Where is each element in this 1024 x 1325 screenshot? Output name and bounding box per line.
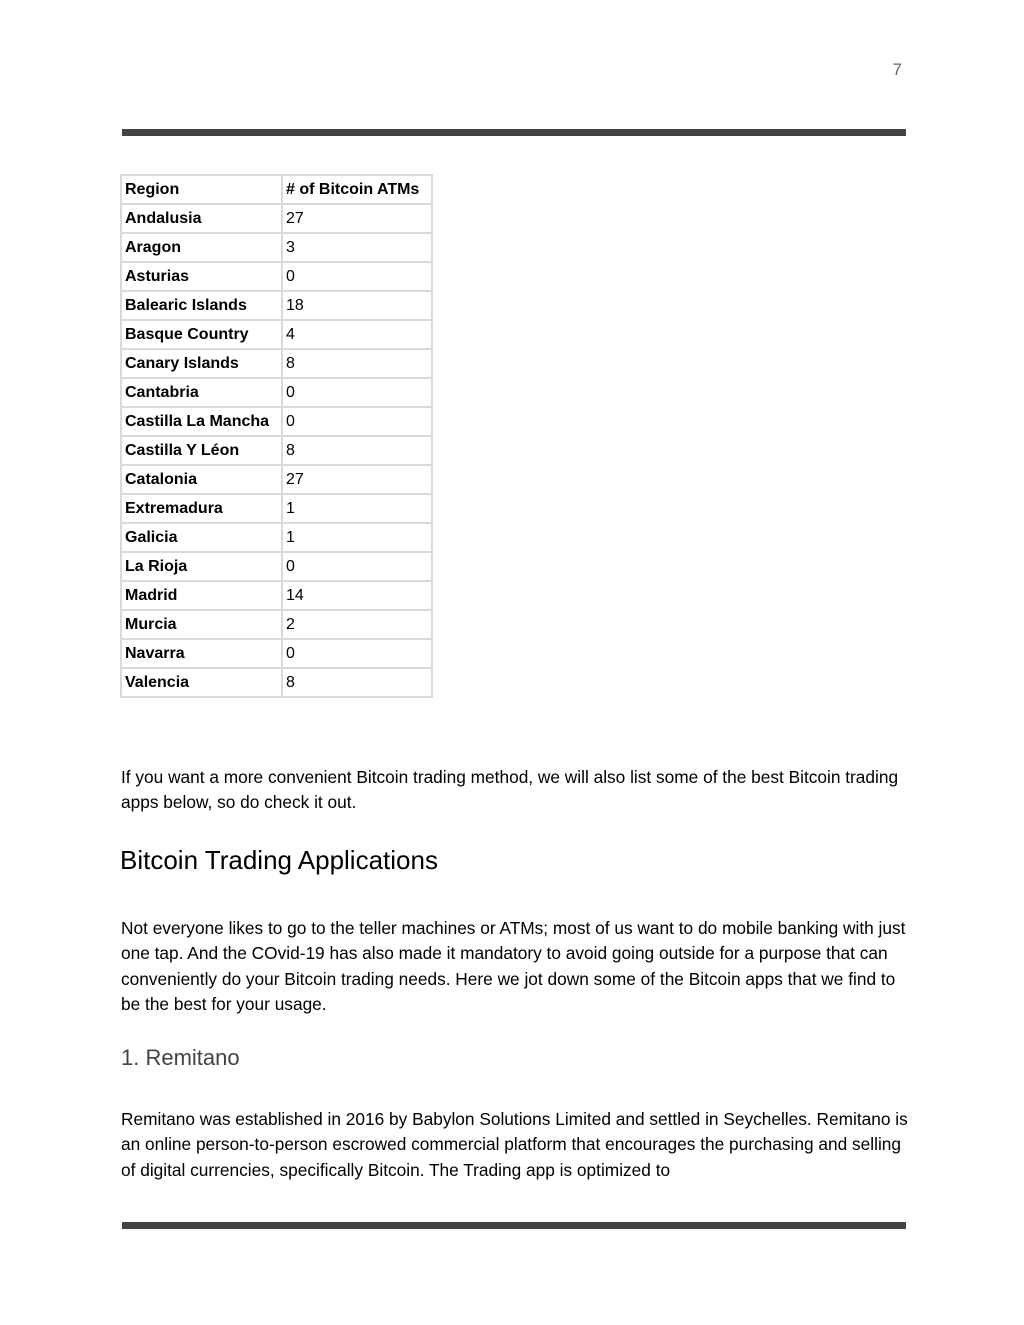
table-row [121, 610, 432, 639]
region-cell: Asturias [121, 262, 282, 291]
region-cell: Cantabria [121, 378, 282, 407]
region-cell: Balearic Islands [121, 291, 282, 320]
atm-count-cell: 1 [282, 523, 432, 552]
atm-count-cell: 18 [282, 291, 432, 320]
table-row [121, 291, 432, 320]
table-row [121, 552, 432, 581]
atm-count-cell: 8 [282, 668, 432, 697]
atm-count-cell: 0 [282, 262, 432, 291]
table-header-row [121, 175, 432, 204]
table-row [121, 639, 432, 668]
atm-count-cell: 3 [282, 233, 432, 262]
section-heading: Bitcoin Trading Applications [120, 845, 438, 875]
table-row [121, 668, 432, 697]
atm-count-cell: 0 [282, 407, 432, 436]
region-cell: La Rioja [121, 552, 282, 581]
table-row [121, 233, 432, 262]
page-number: 7 [892, 60, 902, 79]
atm-count-cell: 2 [282, 610, 432, 639]
atm-count-cell: 0 [282, 639, 432, 668]
table-row [121, 407, 432, 436]
table-row [121, 378, 432, 407]
footer-rule [122, 1222, 906, 1229]
bitcoin-atm-table [120, 174, 433, 698]
remitano-subheading: 1. Remitano [121, 1045, 240, 1070]
region-cell: Basque Country [121, 320, 282, 349]
region-cell: Castilla La Mancha [121, 407, 282, 436]
atm-count-cell: 1 [282, 494, 432, 523]
section-paragraph: Not everyone likes to go to the teller machines or ATMs; most of us want to do mobile banking with just one tap. And the COvid-19 has also made it mandatory to avoid going outside for a purpose that can conveniently do your Bitcoin trading needs. Here we jot down some of the Bitcoin apps that we find to be the best for your usage. [121, 918, 906, 1014]
table-row [121, 262, 432, 291]
table-row [121, 436, 432, 465]
atm-count-cell: 0 [282, 552, 432, 581]
table-row [121, 349, 432, 378]
region-cell: Valencia [121, 668, 282, 697]
region-cell: Castilla Y Léon [121, 436, 282, 465]
table-row [121, 465, 432, 494]
region-cell: Catalonia [121, 465, 282, 494]
header-rule [122, 129, 906, 136]
table-row [121, 581, 432, 610]
column-header-atm-count: # of Bitcoin ATMs [282, 175, 432, 204]
atm-count-cell: 14 [282, 581, 432, 610]
atm-count-cell: 27 [282, 204, 432, 233]
region-cell: Andalusia [121, 204, 282, 233]
region-cell: Navarra [121, 639, 282, 668]
atm-count-cell: 8 [282, 436, 432, 465]
region-cell: Murcia [121, 610, 282, 639]
atm-count-cell: 27 [282, 465, 432, 494]
region-cell: Madrid [121, 581, 282, 610]
atm-count-cell: 8 [282, 349, 432, 378]
table-row [121, 494, 432, 523]
table-row [121, 204, 432, 233]
intro-paragraph: If you want a more convenient Bitcoin trading method, we will also list some of the best Bitcoin trading apps below, so do check it out. [121, 767, 899, 813]
table-row [121, 523, 432, 552]
region-cell: Extremadura [121, 494, 282, 523]
region-cell: Aragon [121, 233, 282, 262]
region-cell: Galicia [121, 523, 282, 552]
atm-count-cell: 4 [282, 320, 432, 349]
atm-count-cell: 0 [282, 378, 432, 407]
region-cell: Canary Islands [121, 349, 282, 378]
table-row [121, 320, 432, 349]
column-header-region: Region [121, 175, 282, 204]
remitano-paragraph: Remitano was established in 2016 by Babylon Solutions Limited and settled in Seychelles. Remitano is an online person-to-person escrowed commercial platform that encourages the purchasing and selling of digital currencies, specifically Bitcoin. The Trading app is optimized to [121, 1109, 908, 1180]
